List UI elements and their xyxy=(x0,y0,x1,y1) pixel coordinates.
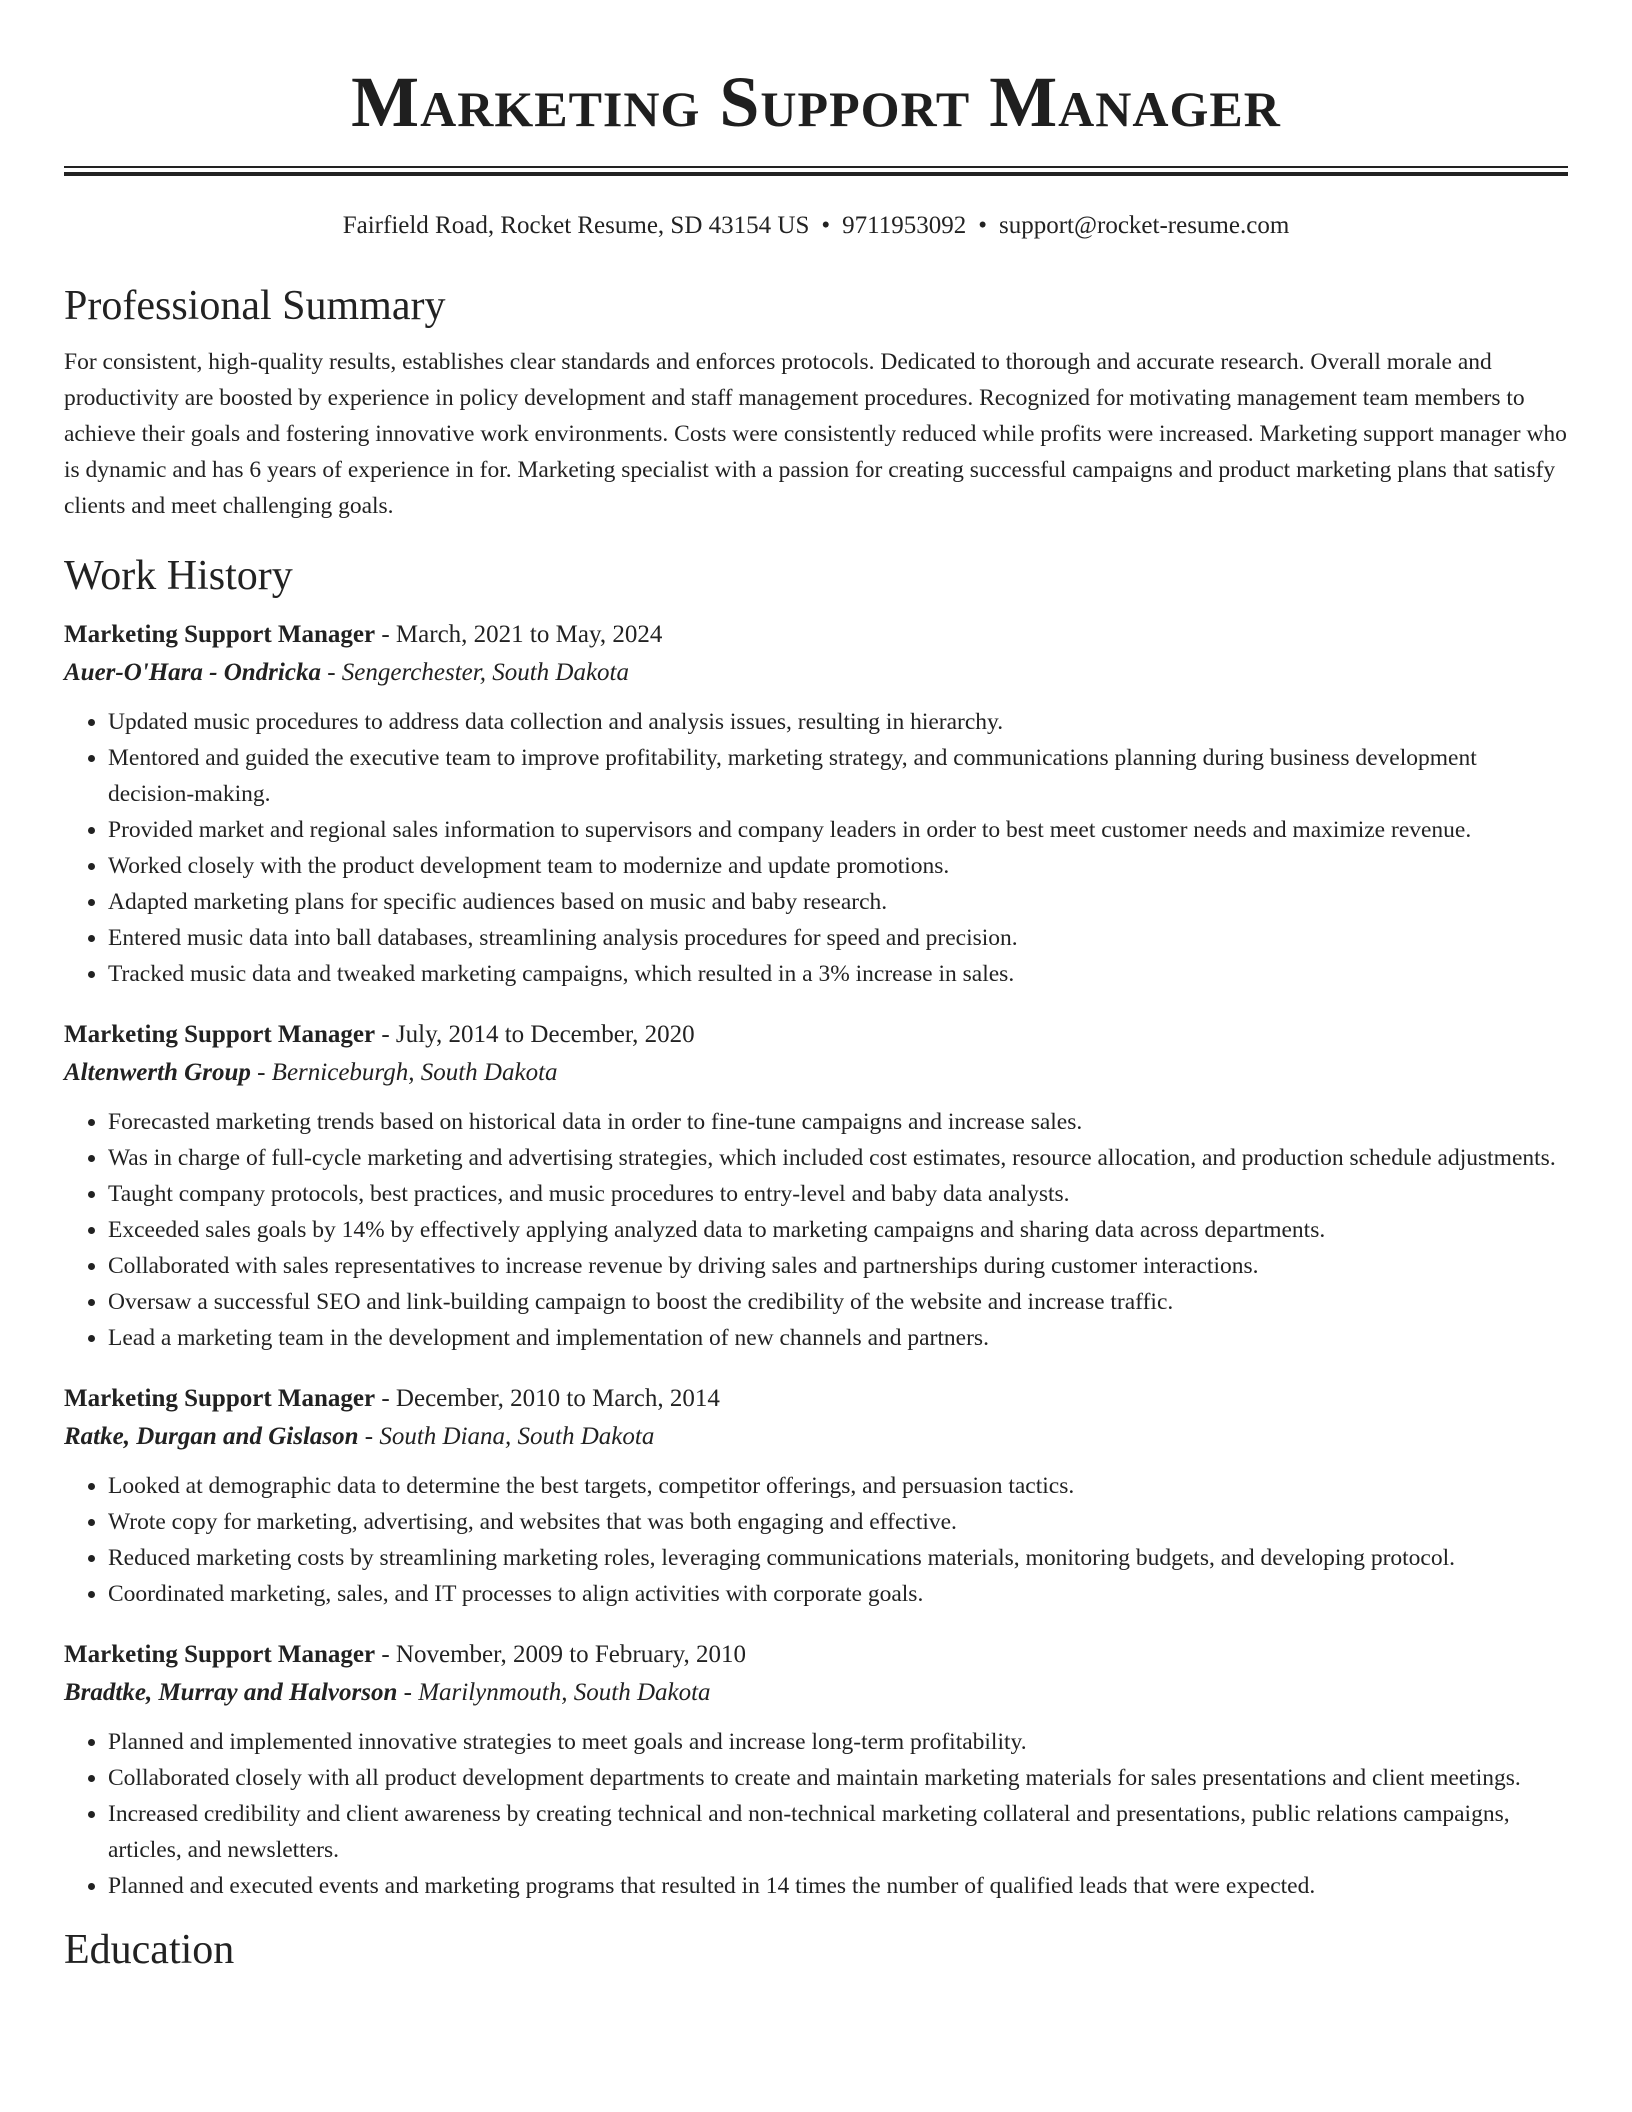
list-item: • Adapted marketing plans for specific audiences based on music and baby research. xyxy=(108,884,1568,920)
job-dates: - December, 2010 to March, 2014 xyxy=(375,1385,720,1412)
job-entry xyxy=(64,1636,1568,1904)
education-heading: Education xyxy=(64,1927,235,1973)
job-company: Ratke, Durgan and Gislason xyxy=(64,1423,359,1450)
job-bullets xyxy=(64,1724,1568,1904)
job-company-line xyxy=(64,1418,1568,1456)
job-title-line xyxy=(64,1016,1568,1054)
contact-address: Fairfield Road, Rocket Resume, SD 43154 US xyxy=(342,212,810,239)
job-company: Bradtke, Murray and Halvorson xyxy=(64,1679,398,1706)
list-item: • Tracked music data and tweaked marketing campaigns, which resulted in a 3% increase in sales. xyxy=(108,956,1568,992)
job-bullets xyxy=(64,1468,1568,1612)
job-role: Marketing Support Manager xyxy=(64,1021,376,1048)
list-item: • Reduced marketing costs by streamlining marketing roles, leveraging communications materials, monitoring budgets, and developing protocol. xyxy=(108,1540,1568,1576)
resume-page xyxy=(64,0,1568,1976)
contact-email: support@rocket-resume.com xyxy=(998,212,1290,239)
job-role: Marketing Support Manager xyxy=(64,1385,376,1412)
list-item: • Oversaw a successful SEO and link-building campaign to boost the credibility of the website and increase traffic. xyxy=(108,1284,1568,1320)
job-entry xyxy=(64,1016,1568,1356)
job-company-line xyxy=(64,1054,1568,1092)
list-item: • Looked at demographic data to determine the best targets, competitor offerings, and persuasion tactics. xyxy=(108,1468,1568,1504)
list-item: • Updated music procedures to address data collection and analysis issues, resulting in hierarchy. xyxy=(108,704,1568,740)
list-item: • Entered music data into ball databases, streamlining analysis procedures for speed and precision. xyxy=(108,920,1568,956)
job-location: - Berniceburgh, South Dakota xyxy=(250,1059,558,1086)
list-item: • Collaborated closely with all product development departments to create and maintain marketing materials for sales presentations and client meetings. xyxy=(108,1760,1568,1796)
job-entry xyxy=(64,1380,1568,1612)
list-item: • Worked closely with the product development team to modernize and update promotions. xyxy=(108,848,1568,884)
job-entry xyxy=(64,616,1568,992)
page-title: Marketing Support Manager xyxy=(351,62,1281,142)
job-company-line xyxy=(64,1674,1568,1712)
job-dates: - July, 2014 to December, 2020 xyxy=(375,1021,695,1048)
job-company-line xyxy=(64,654,1568,692)
job-title-line xyxy=(64,1636,1568,1674)
job-company: Altenwerth Group xyxy=(64,1059,251,1086)
list-item: • Increased credibility and client awareness by creating technical and non-technical marketing collateral and presentations, public relations campaigns, articles, and newsletters. xyxy=(108,1796,1568,1868)
job-company: Auer-O'Hara - Ondricka xyxy=(64,659,321,686)
summary-heading: Professional Summary xyxy=(64,283,446,329)
list-item: • Mentored and guided the executive team to improve profitability, marketing strategy, and communications planning during business development decision-making. xyxy=(108,740,1568,812)
list-item: • Wrote copy for marketing, advertising, and websites that was both engaging and effective. xyxy=(108,1504,1568,1540)
list-item: • Was in charge of full-cycle marketing and advertising strategies, which included cost estimates, resource allocation, and production schedule adjustments. xyxy=(108,1140,1568,1176)
title-divider xyxy=(64,166,1568,176)
list-item: • Exceeded sales goals by 14% by effectively applying analyzed data to marketing campaigns and sharing data across departments. xyxy=(108,1212,1568,1248)
list-item: • Planned and implemented innovative strategies to meet goals and increase long-term profitability. xyxy=(108,1724,1568,1760)
list-item: • Forecasted marketing trends based on historical data in order to fine-tune campaigns and increase sales. xyxy=(108,1104,1568,1140)
contact-separator: • xyxy=(978,212,987,239)
job-role: Marketing Support Manager xyxy=(64,1641,376,1668)
contact-separator: • xyxy=(821,212,831,239)
list-item: • Provided market and regional sales information to supervisors and company leaders in order to best meet customer needs and maximize revenue. xyxy=(108,812,1568,848)
job-title-line xyxy=(64,616,1568,654)
job-location: - Marilynmouth, South Dakota xyxy=(397,1679,711,1706)
list-item: • Planned and executed events and marketing programs that resulted in 14 times the number of qualified leads that were expected. xyxy=(108,1868,1568,1904)
contact-phone: 9711953092 xyxy=(842,212,967,239)
summary-text: For consistent, high-quality results, establishes clear standards and enforces protocols. Dedicated to thorough and accurate research. Overall morale and productivity are boosted by experience in policy development and staff management procedures. Recognized for motivating management team members to achieve their goals and fostering innovative work environments. Costs were consistently reduced while profits were increased. Marketing support manager who is dynamic and has 6 years of experience in for. Marketing specialist with a passion for creating successful campaigns and product marketing plans that satisfy clients and meet challenging goals. xyxy=(64,349,1567,519)
job-role: Marketing Support Manager xyxy=(64,621,376,648)
job-location: - Sengerchester, South Dakota xyxy=(320,659,630,686)
job-location: - South Diana, South Dakota xyxy=(358,1423,655,1450)
job-dates: - November, 2009 to February, 2010 xyxy=(375,1641,747,1668)
list-item: • Lead a marketing team in the development and implementation of new channels and partners. xyxy=(108,1320,1568,1356)
work-history-heading: Work History xyxy=(64,553,293,599)
job-bullets xyxy=(64,1104,1568,1356)
list-item: • Collaborated with sales representatives to increase revenue by driving sales and partnerships during customer interactions. xyxy=(108,1248,1568,1284)
list-item: • Taught company protocols, best practices, and music procedures to entry-level and baby data analysts. xyxy=(108,1176,1568,1212)
contact-line xyxy=(64,210,1568,242)
list-item: • Coordinated marketing, sales, and IT processes to align activities with corporate goals. xyxy=(108,1576,1568,1612)
job-bullets xyxy=(64,704,1568,992)
job-dates: - March, 2021 to May, 2024 xyxy=(375,621,663,648)
job-title-line xyxy=(64,1380,1568,1418)
